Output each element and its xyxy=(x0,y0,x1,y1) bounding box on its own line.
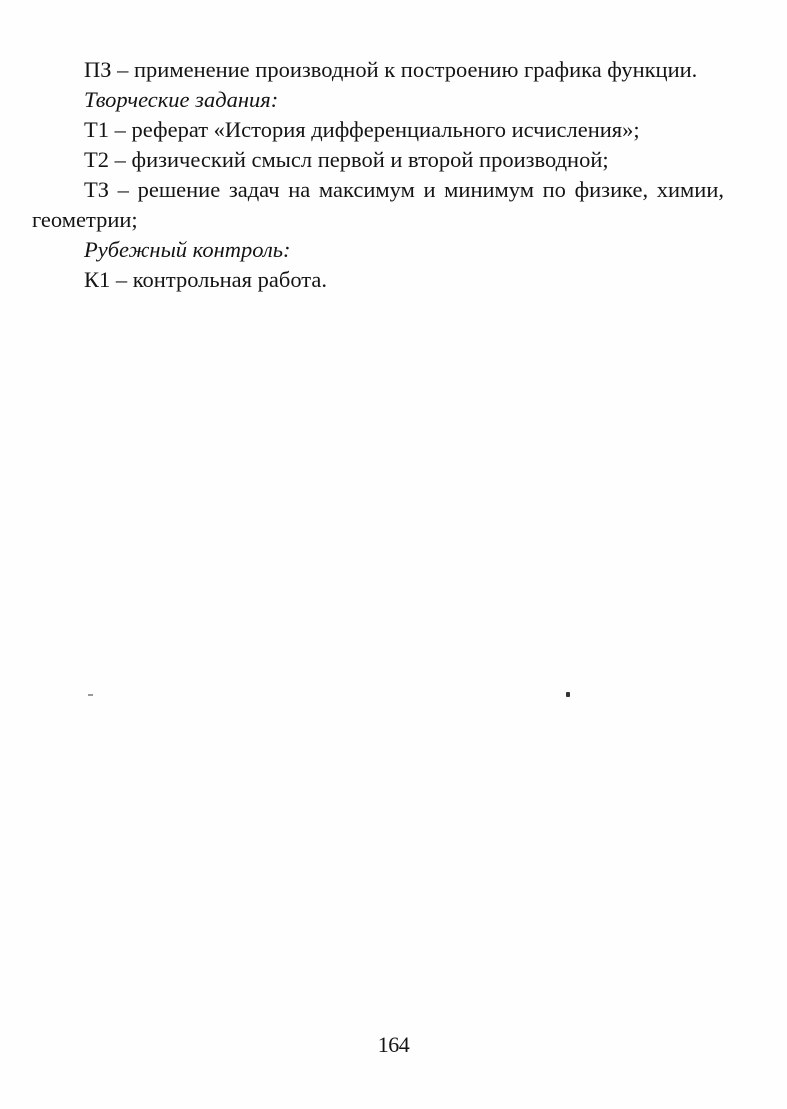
creative-task-t3: ТЗ – решение задач на максимум и минимум по физике, химии, геометрии; xyxy=(32,177,724,232)
creative-task-t2: Т2 – физический смысл первой и второй производной; xyxy=(84,147,609,172)
scan-speck xyxy=(566,692,570,697)
control-task-k1: К1 – контрольная работа. xyxy=(84,267,327,292)
boundary-control-heading: Рубежный контроль: xyxy=(84,237,291,262)
practice-task-pz: ПЗ – применение производной к построению графика функции. xyxy=(84,57,698,82)
creative-task-t1: Т1 – реферат «История дифференциального исчисления»; xyxy=(84,117,640,142)
creative-tasks-heading: Творческие задания: xyxy=(84,87,279,112)
body-text xyxy=(32,55,724,295)
page-number: 164 xyxy=(377,1032,410,1057)
scan-speck xyxy=(88,694,93,696)
